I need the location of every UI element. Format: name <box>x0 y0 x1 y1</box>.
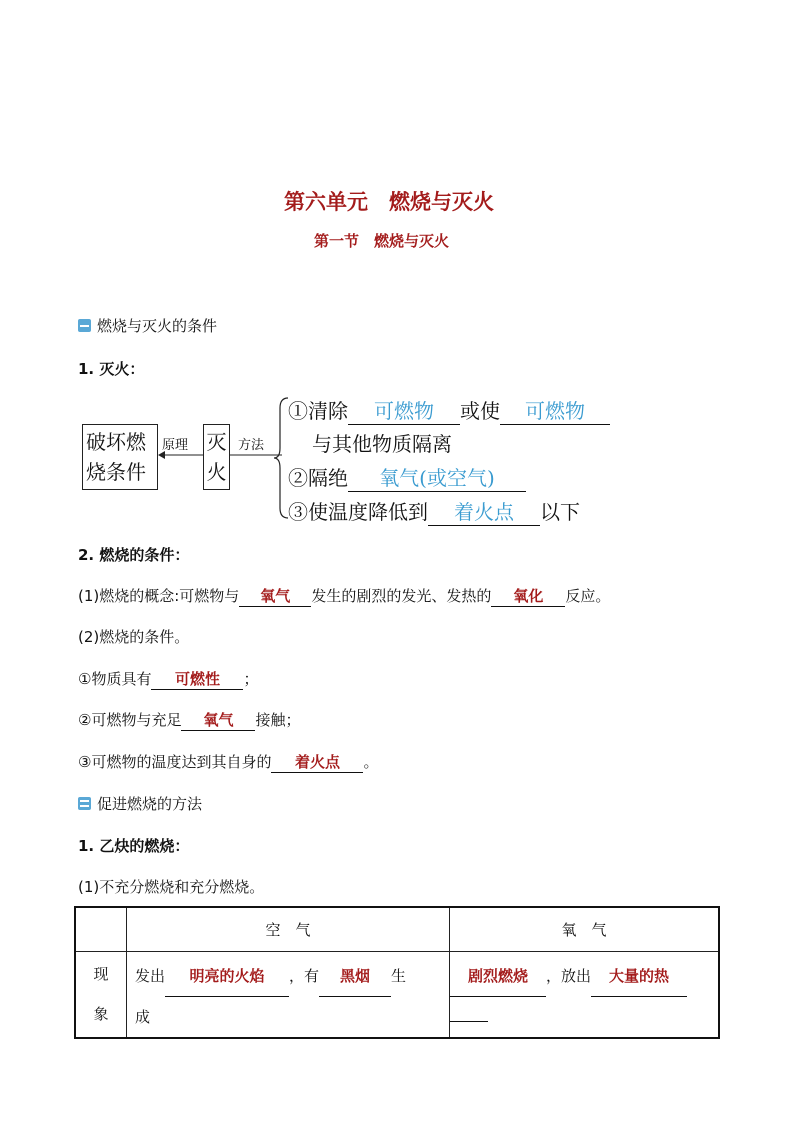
air-line-1 <box>135 956 449 997</box>
condition-2 <box>78 709 300 731</box>
table-cell-oxygen <box>450 951 720 1038</box>
answer-blank: 氧气 <box>239 585 311 607</box>
text: 生 <box>391 966 407 985</box>
answer-blank: 黑烟 <box>319 956 391 997</box>
answer-blank: 氧气(或空气) <box>348 462 526 492</box>
method-text: 或使 <box>460 399 500 423</box>
page-title: 第六单元 燃烧与灭火 <box>284 189 494 214</box>
method-3 <box>288 496 580 526</box>
section-heading-1 <box>78 315 217 336</box>
section-heading-text: 促进燃烧的方法 <box>97 795 203 813</box>
section-heading-2 <box>78 793 202 814</box>
answer-blank: 着火点 <box>271 751 363 773</box>
answer-blank: 大量的热 <box>591 956 687 997</box>
answer-blank: 可燃性 <box>151 668 243 690</box>
oxygen-line-1 <box>450 956 718 997</box>
arrow-label-principle: 原理 <box>162 438 189 453</box>
table-row-label <box>75 951 127 1038</box>
text: ，有 <box>289 966 320 985</box>
text: 接触； <box>255 711 301 729</box>
method-1-line2: 与其他物质隔离 <box>312 432 452 456</box>
combustion-table <box>74 906 720 1039</box>
answer-blank: 氧化 <box>491 585 565 607</box>
answer-blank: 剧烈燃烧 <box>450 956 546 997</box>
text: ； <box>243 670 259 688</box>
row-label-line: 象 <box>93 1004 109 1023</box>
arrow-label-method: 方法 <box>238 438 265 453</box>
text: ①物质具有 <box>78 670 152 688</box>
condition-3 <box>78 751 378 773</box>
text: 发生的剧烈的发光、发热的 <box>311 587 492 605</box>
table-cell-air <box>127 951 450 1038</box>
method-text: ①清除 <box>288 399 348 423</box>
box-line: 烧条件 <box>86 460 146 484</box>
item-label-extinguish: 1. 灭火： <box>78 360 145 378</box>
answer-blank: 可燃物 <box>500 395 610 425</box>
table-header-air: 空 气 <box>127 907 450 951</box>
table-corner-cell <box>75 907 127 951</box>
table-header-oxygen: 氧 气 <box>450 907 720 951</box>
text: 反应。 <box>565 587 611 605</box>
item-label-combustion: 2. 燃烧的条件： <box>78 546 190 564</box>
extinguish-box <box>203 424 230 490</box>
answer-blank: 氧气 <box>181 709 255 731</box>
method-2 <box>288 462 526 492</box>
text: 发出 <box>135 966 166 985</box>
box-line: 灭 <box>206 430 227 454</box>
row-label-line: 现 <box>93 964 109 983</box>
method-text: 以下 <box>540 500 580 524</box>
box-line: 火 <box>206 460 227 484</box>
combustion-concept <box>78 585 610 607</box>
section-two-icon <box>78 797 91 810</box>
page-subtitle: 第一节 燃烧与灭火 <box>314 232 450 250</box>
text: (1)燃烧的概念:可燃物与 <box>78 587 240 605</box>
method-text: ③使温度降低到 <box>288 500 428 524</box>
air-line-2: 成 <box>135 1007 151 1026</box>
destroy-condition-box <box>82 424 158 490</box>
answer-blank: 可燃物 <box>348 395 460 425</box>
text: 。 <box>363 753 379 771</box>
table-row <box>75 951 719 1038</box>
table-header-row <box>75 907 719 951</box>
condition-1 <box>78 668 258 690</box>
text: ，放出 <box>546 966 592 985</box>
oxygen-line-2 <box>450 997 718 1037</box>
item-label-acetylene: 1. 乙炔的燃烧： <box>78 837 190 855</box>
text: ③可燃物的温度达到其自身的 <box>78 753 272 771</box>
section-heading-text: 燃烧与灭火的条件 <box>97 317 218 335</box>
method-1 <box>288 395 610 425</box>
box-line: 破坏燃 <box>86 430 146 454</box>
text: ②可燃物与充足 <box>78 711 182 729</box>
method-text: ②隔绝 <box>288 466 348 490</box>
conditions-title: (2)燃烧的条件。 <box>78 628 190 646</box>
answer-blank-continuation <box>450 1021 488 1022</box>
combustion-subheading: (1)不充分燃烧和充分燃烧。 <box>78 878 265 896</box>
answer-blank: 明亮的火焰 <box>165 956 289 997</box>
section-one-icon <box>78 319 91 332</box>
answer-blank: 着火点 <box>428 496 540 526</box>
